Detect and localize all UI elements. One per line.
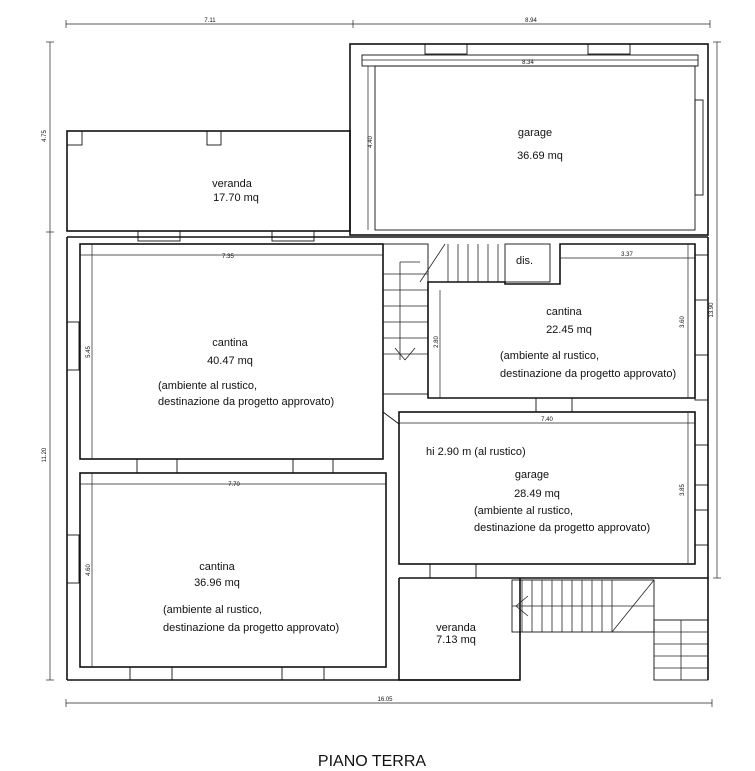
cantina-left-top-note1: (ambiente al rustico, xyxy=(158,380,258,392)
dim-garage-mid-height: 3.85 xyxy=(680,484,686,496)
bottom-dimension xyxy=(66,697,712,707)
veranda-bottom-area: 7.13 mq xyxy=(436,634,476,646)
garage-top-name: garage xyxy=(517,127,553,139)
dim-top-left: 7.11 xyxy=(204,18,216,24)
garage-mid-name: garage xyxy=(514,469,550,481)
cantina-right-area: 22.45 mq xyxy=(546,324,592,336)
dim-left-lower: 11.20 xyxy=(42,447,48,463)
dim-cantina-right-height: 3.60 xyxy=(680,316,686,328)
left-dimension xyxy=(42,42,54,680)
dis-label: dis. xyxy=(516,255,534,267)
dim-cantina-bottom-width: 7.70 xyxy=(228,482,240,488)
dim-left-upper: 4.75 xyxy=(42,130,48,142)
veranda-bottom-room xyxy=(399,578,708,680)
veranda-bottom-name: veranda xyxy=(436,622,476,634)
veranda-top-name: veranda xyxy=(212,178,252,190)
cantina-right-name: cantina xyxy=(546,306,582,318)
cantina-left-bottom-note1: (ambiente al rustico, xyxy=(163,604,263,616)
veranda-top-area: 17.70 mq xyxy=(213,192,259,204)
stair-lower xyxy=(512,580,708,680)
cantina-left-bottom-room xyxy=(80,473,386,680)
cantina-right-note1: (ambiente al rustico, xyxy=(500,350,600,362)
dim-cantina-bottom-height: 4.60 xyxy=(86,564,92,576)
garage-top-area: 36.69 mq xyxy=(517,150,563,162)
cantina-left-top-area: 40.47 mq xyxy=(207,355,253,367)
stair-upper xyxy=(383,244,505,410)
dim-garage-width: 8.34 xyxy=(522,60,534,66)
cantina-left-top-name: cantina xyxy=(212,337,248,349)
garage-mid-room xyxy=(383,412,695,578)
dim-cantina-right-inner: 2.80 xyxy=(434,336,440,348)
dis-room xyxy=(505,244,550,282)
right-dimension xyxy=(709,42,721,578)
dim-cantina-left-height: 5.45 xyxy=(86,346,92,358)
top-dimension xyxy=(66,18,710,28)
cantina-left-top-room xyxy=(80,244,383,473)
cantina-left-top-note2: destinazione da progetto approvato) xyxy=(158,396,335,408)
dim-bottom-total: 16.05 xyxy=(377,697,393,703)
plan-title: PIANO TERRA xyxy=(317,753,427,770)
dim-top-right: 8.94 xyxy=(525,18,537,24)
dim-cantina-left-width: 7.35 xyxy=(222,254,234,260)
dim-garage-height: 4.40 xyxy=(368,136,374,148)
cantina-left-bottom-note2: destinazione da progetto approvato) xyxy=(163,622,340,634)
dim-cantina-right-width: 3.37 xyxy=(621,252,633,258)
garage-mid-note2: destinazione da progetto approvato) xyxy=(474,522,651,534)
garage-mid-height-note: hi 2.90 m (al rustico) xyxy=(426,446,526,458)
garage-mid-area: 28.49 mq xyxy=(514,488,560,500)
cantina-right-note2: destinazione da progetto approvato) xyxy=(500,368,677,380)
veranda-top-room xyxy=(67,131,350,231)
dim-right-total: 13.90 xyxy=(709,302,715,318)
garage-mid-note1: (ambiente al rustico, xyxy=(474,505,574,517)
cantina-left-bottom-name: cantina xyxy=(199,561,235,573)
cantina-left-bottom-area: 36.96 mq xyxy=(194,577,240,589)
garage-top-room xyxy=(350,44,708,235)
dim-garage-mid-width: 7.40 xyxy=(541,417,553,423)
